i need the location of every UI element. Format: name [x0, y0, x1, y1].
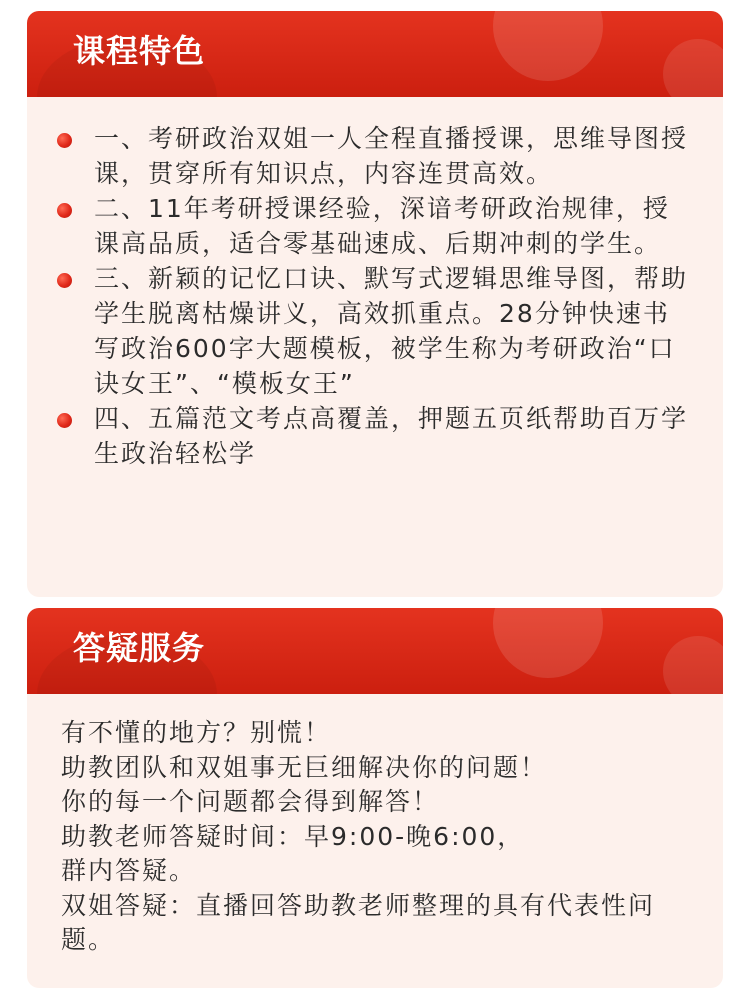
header-decoration-circle — [663, 636, 723, 694]
bullet-dot-icon — [57, 203, 72, 218]
qa-line: 双姐答疑：直播回答助教老师整理的具有代表性问题。 — [61, 890, 656, 954]
feature-text: 一、考研政治双姐一人全程直播授课，思维导图授课，贯穿所有知识点，内容连贯高效。 — [94, 124, 689, 188]
list-item — [57, 261, 693, 401]
qa-service-card — [27, 608, 723, 988]
list-item — [57, 401, 693, 471]
qa-service-body — [27, 694, 723, 958]
course-features-title: 课程特色 — [73, 32, 206, 70]
header-decoration-circle — [493, 608, 603, 678]
feature-text: 四、五篇范文考点高覆盖，押题五页纸帮助百万学生政治轻松学 — [94, 404, 689, 468]
qa-service-header — [27, 608, 723, 694]
qa-line: 群内答疑。 — [61, 856, 197, 885]
qa-line: 有不懂的地方？别慌！ — [61, 718, 332, 747]
course-features-header — [27, 11, 723, 97]
feature-list — [27, 97, 723, 471]
bullet-dot-icon — [57, 273, 72, 288]
qa-line: 你的每一个问题都会得到解答！ — [61, 787, 440, 816]
bullet-dot-icon — [57, 133, 72, 148]
qa-service-title: 答疑服务 — [73, 629, 206, 667]
qa-line: 助教老师答疑时间：早9:00-晚6:00， — [61, 821, 525, 851]
course-features-card — [27, 11, 723, 597]
header-decoration-circle — [493, 11, 603, 81]
list-item — [57, 191, 693, 261]
bullet-dot-icon — [57, 413, 72, 428]
list-item — [57, 121, 693, 191]
feature-text: 二、11年考研授课经验，深谙考研政治规律，授课高品质，适合零基础速成、后期冲刺的学生。 — [94, 194, 670, 258]
qa-line: 助教团队和双姐事无巨细解决你的问题！ — [61, 752, 548, 782]
feature-text: 三、新颖的记忆口诀、默写式逻辑思维导图，帮助学生脱离枯燥讲义，高效抓重点。28分钟快速书写政治600字大题模板，被学生称为考研政治“口诀女王”、“模板女王” — [94, 264, 689, 398]
header-decoration-circle — [663, 39, 723, 97]
